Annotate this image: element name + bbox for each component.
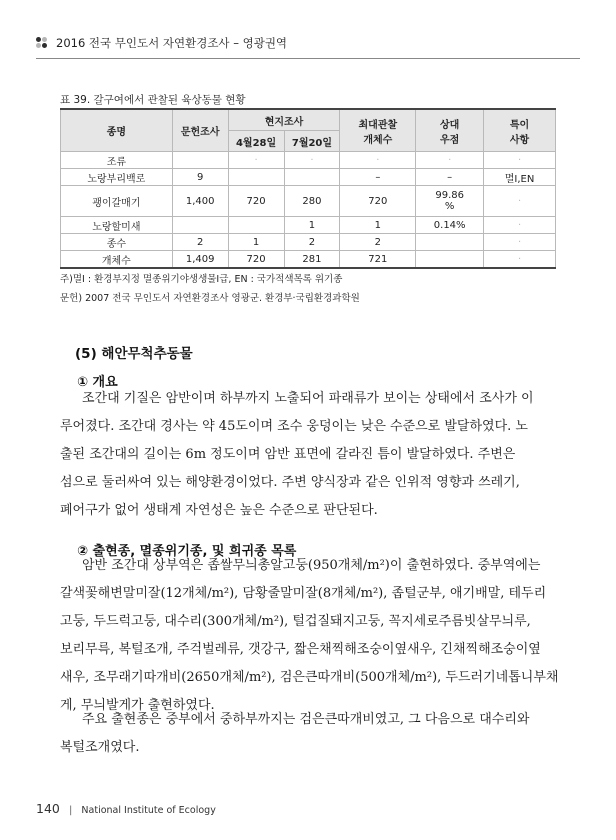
cell-jul20: 280 <box>284 186 340 217</box>
subsection-heading-species: ② 출현종, 멸종위기종, 및 희귀종 목록 <box>77 544 297 559</box>
cell-max-observed: 1 <box>340 217 416 234</box>
note-source: 문헌) 2007 전국 무인도서 자연환경조사 영광군. 환경부·국립환경과학원 <box>60 293 360 304</box>
cell-relative: – <box>416 169 484 186</box>
cell-max-observed: – <box>340 169 416 186</box>
cell-special: · <box>484 251 556 269</box>
table-row <box>61 152 556 169</box>
cell-species: 종수 <box>61 234 173 251</box>
cell-relative: · <box>416 152 484 169</box>
paragraph-line: 루어졌다. 조간대 경사는 약 45도이며 조수 웅덩이는 낮은 수준으로 발달하였다. 노 <box>60 419 528 434</box>
cell-jul20: · <box>284 152 340 169</box>
page-footer <box>36 798 216 817</box>
cell-max-observed: 2 <box>340 234 416 251</box>
dot-icon <box>36 37 41 42</box>
cell-species: 노랑할미새 <box>61 217 173 234</box>
cell-literature: 1,400 <box>172 186 228 217</box>
col-header-relative-l1: 상대 <box>440 119 460 131</box>
subsection-heading-overview: ① 개요 <box>77 375 118 390</box>
dot-icon <box>42 37 47 42</box>
paragraph-line: 새우, 조무래기따개비(2650개체/m²), 검은큰따개비(500개체/m²), 두드러기네톱니부채 <box>60 670 559 685</box>
col-header-relative-dominance <box>416 109 484 152</box>
cell-jul20 <box>284 169 340 186</box>
cell-apr28: 1 <box>228 234 284 251</box>
cell-literature: 1,409 <box>172 251 228 269</box>
paragraph-line: 복털조개였다. <box>60 740 140 755</box>
cell-jul20: 1 <box>284 217 340 234</box>
dot-icon <box>42 43 47 48</box>
table-row <box>61 169 556 186</box>
cell-apr28: 720 <box>228 251 284 269</box>
page-number: 140 <box>36 801 60 816</box>
paragraph-line: 보리무륵, 복털조개, 주걱벌레류, 갯강구, 짧은채찍해조숭이옆새우, 긴채찍해조숭이옆 <box>60 642 541 657</box>
overview-paragraph <box>60 385 556 525</box>
cell-jul20: 281 <box>284 251 340 269</box>
cell-relative: 0.14% <box>416 217 484 234</box>
col-header-special-l1: 특이 <box>509 119 530 131</box>
header-divider <box>36 58 580 59</box>
cell-species: 조류 <box>61 152 173 169</box>
species-paragraph <box>60 552 559 720</box>
paragraph-line: 출된 조간대의 길이는 6m 정도이며 암반 표면에 갈라진 틈이 발달하였다. 주변은 <box>60 447 516 462</box>
cell-apr28 <box>228 169 284 186</box>
cell-jul20: 2 <box>284 234 340 251</box>
cell-special: · <box>484 152 556 169</box>
cell-literature <box>172 152 228 169</box>
dominant-species-paragraph <box>60 706 556 762</box>
cell-species: 노랑부리백로 <box>61 169 173 186</box>
paragraph-line: 갈색꽃해변말미잘(12개체/m²), 담황줄말미잘(8개체/m²), 좁털군부, 애기배말, 테두리 <box>60 586 547 601</box>
fauna-table <box>60 108 556 269</box>
table-row <box>61 186 556 217</box>
col-header-jul20: 7월20일 <box>284 131 340 152</box>
paragraph-line: 암반 조간대 상부역은 좁쌀무늬총알고둥(950개체/m²)이 출현하였다. 중부역에는 <box>82 558 541 573</box>
section-heading: (5) 해안무척추동물 <box>75 346 193 362</box>
cell-max-observed: 721 <box>340 251 416 269</box>
col-header-field-survey: 현지조사 <box>228 109 340 131</box>
cell-relative-l2: % <box>444 201 455 212</box>
cell-apr28 <box>228 217 284 234</box>
dot-icon <box>36 43 41 48</box>
cell-species: 괭이갈매기 <box>61 186 173 217</box>
col-header-special-notes <box>484 109 556 152</box>
paragraph-line: 폐어구가 없어 생태계 자연성은 높은 수준으로 판단된다. <box>60 503 378 518</box>
col-header-literature: 문헌조사 <box>172 109 228 152</box>
cell-literature: 9 <box>172 169 228 186</box>
header-title: 2016 전국 무인도서 자연환경조사 – 영광권역 <box>56 36 288 50</box>
cell-special: · <box>484 186 556 217</box>
paragraph-line: 주요 출현종은 중부에서 중하부까지는 검은큰따개비였고, 그 다음으로 대수리와 <box>82 712 530 727</box>
table-caption: 표 39. 갈구여에서 관찰된 육상동물 현황 <box>60 94 246 106</box>
cell-special: · <box>484 217 556 234</box>
table-row <box>61 251 556 269</box>
col-header-relative-l2: 우점 <box>440 134 460 146</box>
cell-literature: 2 <box>172 234 228 251</box>
col-header-apr28: 4월28일 <box>228 131 284 152</box>
paragraph-line: 게, 무늬발게가 출현하였다. <box>60 698 215 713</box>
cell-literature <box>172 217 228 234</box>
cell-special: · <box>484 234 556 251</box>
cell-max-observed: · <box>340 152 416 169</box>
header-dots-icon <box>36 37 50 49</box>
page-header <box>36 34 580 54</box>
table-notes <box>60 270 360 308</box>
col-header-max-observed <box>340 109 416 152</box>
cell-apr28: · <box>228 152 284 169</box>
cell-max-observed: 720 <box>340 186 416 217</box>
col-header-max-observed-l2: 개체수 <box>363 134 393 146</box>
cell-relative <box>416 234 484 251</box>
cell-relative <box>416 251 484 269</box>
col-header-special-l2: 사항 <box>509 134 530 146</box>
table-row <box>61 217 556 234</box>
footer-organization: National Institute of Ecology <box>81 805 216 816</box>
footer-separator: | <box>68 805 73 816</box>
paragraph-line: 섬으로 둘러싸여 있는 해양환경이었다. 주변 양식장과 같은 인위적 영향과 쓰레기, <box>60 475 520 490</box>
col-header-max-observed-l1: 최대관찰 <box>358 119 398 131</box>
cell-relative-l1: 99.86 <box>435 190 464 201</box>
cell-relative <box>416 186 484 217</box>
note-legend: 주)멸Ⅰ : 환경부지정 멸종위기야생생물Ⅰ급, EN : 국가적색목록 위기종 <box>60 274 343 285</box>
paragraph-line: 고둥, 두드럭고둥, 대수리(300개체/m²), 털겁질돼지고둥, 꼭지세로주름빗살무늬루, <box>60 614 531 629</box>
cell-species: 개체수 <box>61 251 173 269</box>
cell-special: 멸Ⅰ,EN <box>484 169 556 186</box>
paragraph-line: 조간대 기질은 암반이며 하부까지 노출되어 파래류가 보이는 상태에서 조사가 이 <box>82 391 534 406</box>
cell-apr28: 720 <box>228 186 284 217</box>
col-header-species: 종명 <box>61 109 173 152</box>
table-row <box>61 234 556 251</box>
